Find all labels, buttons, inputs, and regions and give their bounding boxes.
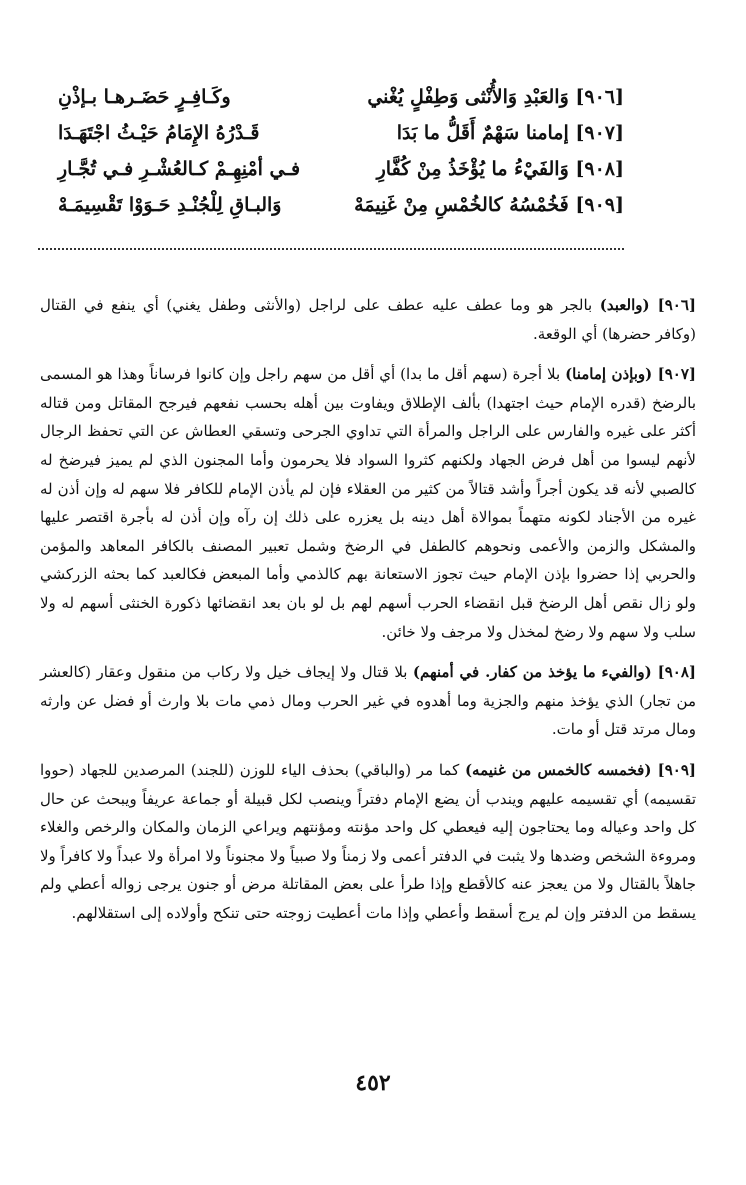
verse-line xyxy=(58,122,624,158)
verse-second-hemistich: وكَـافِـرٍ حَضَـرهـا بـإذْنِ xyxy=(58,86,231,108)
commentary-lead: [٩٠٧] (وبإذن إمامنا) xyxy=(565,365,696,384)
commentary-paragraph xyxy=(40,360,696,646)
verse-first-hemistich: [٩٠٩] فَخُمْسُهُ كالخُمْسِ مِنْ غَنِيمَهْ xyxy=(354,194,624,216)
verse-block xyxy=(58,86,624,230)
verse-first-hemistich: [٩٠٦] وَالعَبْدِ وَالأُنْثى وَطِفْلٍ يُغْني xyxy=(367,86,624,108)
commentary-text: بلا أجرة (سهم أقل ما بدا) أي أقل من سهم راجل وإن كانوا فرساناً وهذا هو المسمى بالرضخ (قدره الإمام حيث اجتهدا) بألف الإطلاق ويفاوت بين أهله بحسب نفعهم فيرجح المقاتل ومن قتاله أكثر على غيره والفارس على الراجل والمرأة التي تداوي الجرحى وتسقي العطاش عن التي تحفظ الرجال لأنهم ليسوا من أهل فرض الجهاد ولكنهم كثروا السواد فلا يحرمون وأما المجنون الذي لم يميز فيرضخ له كالصبي لأنه قد يكون أجراً وأشد قتالاً من كثير من العقلاء فإن لم يأذن الإمام للكافر فلا سهم له وإن أذن له غيره من الأجناد لكونه متهماً بموالاة أهل دينه بل يعزره على ذلك إن رآه وإن أذن له بأجرة اقتصر عليها والمشكل والزمن والأعمى ونحوهم كالطفل في الرضخ وشمل تعبير المصنف بالكافر المعاهد والمؤمن والحربي إذا حضروا بإذن الإمام حيث تجوز الاستعانة بهم كالذمي وأما المبعض فكالعبد كما بحثه الزركشي ولو زال نقص أهل الرضخ قبل انقضاء الحرب أسهم لهم بل لو بان بعد انقضائها ذكورة الخنثى أسهم له ولا سلب ولا سهم ولا رضخ لمخذل ولا مرجف ولا خائن. xyxy=(40,365,696,641)
verse-line xyxy=(58,194,624,230)
commentary-text: كما مر (والباقي) بحذف الياء للوزن (للجند) المرصدين للجهاد (حووا تقسيمه) أي تقسيمه عليهم ويندب أن يضع الإمام دفتراً وينصب لكل قبيلة أو جماعة عريفاً ويبحث عن حال كل واحد وعياله وما يحتاجون إليه فيعطي كل واحد مؤنته ومؤنتهم ويراعي الزمان والمكان والرخص والغلاء ومروءة الشخص وضدها ولا يثبت في الدفتر أعمى ولا زمناً ولا صبياً ولا مجنوناً ولا امرأة ولا عبداً ولا كافراً ولا جاهلاً بالقتال ولا من يعجز عنه كالأقطع وإذا طرأ على بعض المقاتلة مرض أو جنون يرجى زواله أعطي ولم يسقط من الدفتر وإن لم يرج أسقط وأعطي وإذا مات أعطيت زوجته حتى تنكح وأولاده إلى استقلالهم. xyxy=(40,760,697,922)
verse-second-hemistich: وَالبـاقِ لِلْجُنْـدِ حَـوَوْا تَقْسِيمَـهْ xyxy=(58,194,282,216)
commentary-paragraph xyxy=(40,658,696,744)
verse-second-hemistich: قَـدْرُهُ الإِمَامُ حَيْـثُ اجْتَهَـدَا xyxy=(58,122,260,144)
verse-first-hemistich: [٩٠٧] إمامنا سَهْمٌ أَقَلُّ ما بَدَا xyxy=(396,122,624,144)
verse-second-hemistich: فـي أمْنِهِـمْ كـالعُشْـرِ فـي تُجَّـارِ xyxy=(58,158,301,180)
verse-line xyxy=(58,158,624,194)
page-number: ٤٥٢ xyxy=(355,1070,391,1096)
verse-line xyxy=(58,86,624,122)
dotted-divider xyxy=(38,248,624,250)
commentary-lead: [٩٠٩] (فخمسه كالخمس من غنيمه) xyxy=(464,760,696,779)
commentary-text: بالجر هو وما عطف عليه عطف على لراجل (والأنثى وطفل يغني) أي ينفع في القتال (وكافر حضرها) أي الوقعة. xyxy=(40,296,696,343)
commentary-lead: [٩٠٨] (والفيء ما يؤخذ من كفار. في أمنهم) xyxy=(412,663,696,682)
commentary-text: بلا قتال ولا إيجاف خيل ولا ركاب من منقول وعقار (كالعشر من تجار) الذي يؤخذ منهم والجزية وما أهدوه في غير الحرب ومال ذمي مات بلا وارث أو فضل عن وارثه ومال مرتد قتل أو مات. xyxy=(40,663,696,739)
verse-first-hemistich: [٩٠٨] وَالفَيْءُ ما يُؤْخَذُ مِنْ كُفَّارِ xyxy=(376,158,624,180)
commentary-block xyxy=(40,291,696,939)
commentary-lead: [٩٠٦] (والعبد) xyxy=(599,296,696,314)
commentary-paragraph xyxy=(40,756,696,928)
commentary-paragraph xyxy=(40,291,696,348)
